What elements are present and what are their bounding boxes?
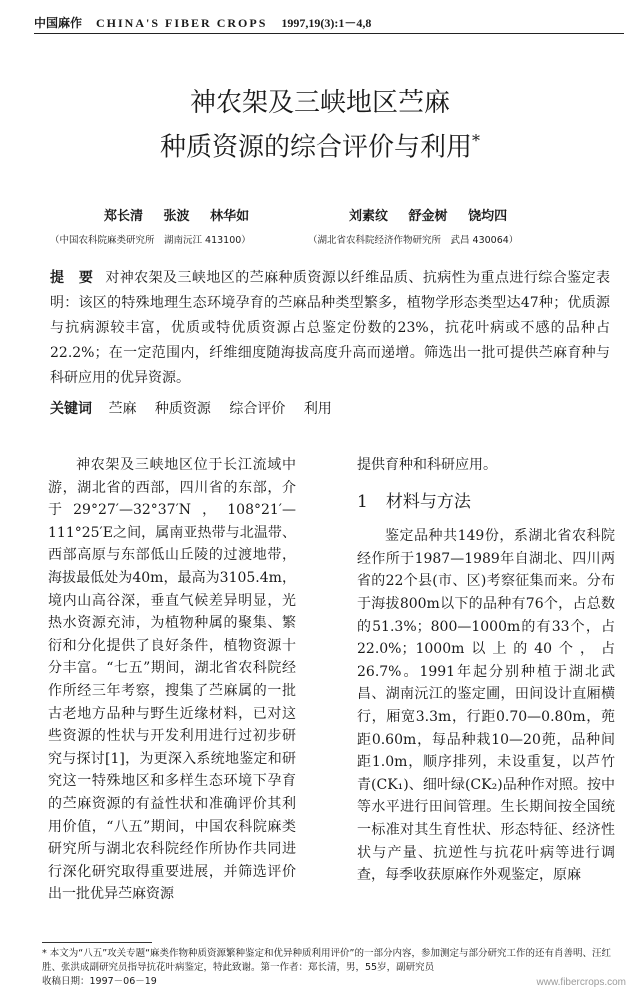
section-number: 1 [357,491,368,512]
title-footnote-marker: * [472,131,480,150]
author-name: 郑长清 [104,209,144,224]
body-column-right [357,454,615,887]
journal-name-en: CHINA'S FIBER CROPS [96,16,268,30]
affiliation-2: （湖北省农科院经济作物研究所 武昌 430064） [308,235,519,246]
keywords [50,397,610,422]
affiliation-1: （中国农科院麻类研究所 湖南沅江 413100） [50,235,251,246]
author-name: 张波 [163,209,190,224]
watermark: www.fibercrops.com [536,977,626,988]
abstract [50,266,610,391]
author-group-2 [349,205,523,224]
journal-citation: 1997,19(3):1－4,8 [281,16,372,30]
keyword: 种质资源 [154,401,211,417]
author-name: 饶均四 [468,209,508,224]
keyword: 综合评价 [229,401,286,417]
author-name: 林华如 [210,209,250,224]
abstract-label: 提 要 [50,270,94,286]
body-paragraph-continued: 提供育种和科研应用。 [357,457,497,473]
journal-name-cn: 中国麻作 [34,16,83,30]
author-name: 刘素纹 [349,209,389,224]
abstract-text: 对神农架及三峡地区的苎麻种质资源以纤维品质、抗病性为重点进行综合鉴定表明：该区的特殊地理生态环境孕育的苎麻品种类型繁多，植物学形态类型达47种；优质源与抗病源较丰富，优质或特优质资源占总鉴定份数的23%，抗花叶病或不感的品种占22.2%；在一定范围内，纤维细度随海拔高度升高而递增。筛选出一批可提供苎麻育种与科研应用的优异资源。 [50,270,611,386]
keyword: 利用 [303,401,332,417]
section-title: 材料与方法 [385,491,471,512]
body-paragraph: 鉴定品种共149份，系湖北省农科院经作所于1987—1989年自湖北、四川两省的22个县(市、区)考察征集而来。分布于海拔800m以下的品种有76个，占总数的51.3%；800—1000m的有33个，占22.0%；1000m以上的40个，占26.7%。1991年起分别种植于湖北武昌、湖南沅江的鉴定圃，田间设计直厢横行，厢宽3.3m，行距0.70—0.80m，蔸距0.60m，每品种栽10—20蔸，品种间距1.0m，顺序排列，未设重复，以芦竹青(CK₁)、细叶绿(CK₂)品种作对照。按中等水平进行田间管理。生长期间按全国统一标准对其生育性状、形态特征、经济性状与产量、抗逆性与抗花叶病等进行调查，每季收获原麻作外观鉴定，原麻 [357,528,615,884]
body-column-left: 神农架及三峡地区位于长江流域中游，湖北省的西部，四川省的东部，介于29°27′—32°37′N，108°21′—111°25′E之间，属南亚热带与北温带、西部高原与东部低山丘陵的过渡地带，海拔最低处为40m，最高为3105.4m，境内山高谷深，垂直气候差异明显，光热水资源充沛，为植物种属的聚集、繁衍和分化提供了良好条件，植物资源十分丰富。“七五”期间，湖北省农科院经作所经三年考察，搜集了苎麻属的一批古老地方品种与野生近缘材料，已对这些资源的性状与开发利用进行过初步研究与探讨[1]，为更深入系统地鉴定和研究这一特殊地区和多样生态环境下孕育的苎麻资源的有益性状和准确评价其利用价值，“八五”期间，中国农科院麻类研究所与湖北农科院经作所协作共同进行深化研究取得重要进展，并筛选评价出一批优异苎麻资源 [48,457,296,903]
title-line-1: 神农架及三峡地区苎麻 [189,88,450,118]
journal-header [34,10,624,34]
keyword: 苎麻 [108,401,137,417]
title-line-2: 种质资源的综合评价与利用 [159,132,472,163]
footnote-rule [42,942,152,943]
footnote-text: * 本文为“八五”攻关专题“麻类作物种质资源繁种鉴定和优异种质利用评价”的一部分内容，参加测定与部分研究工作的还有肖善明、汪红胜、张洪成副研究员指导抗花叶病鉴定，特此致谢。第一作者：郑长清，男，55岁，副研究员 [42,948,611,973]
keywords-label: 关键词 [50,401,92,417]
received-date: 收稿日期：1997－06－19 [42,976,157,987]
paper-title [0,84,640,167]
author-name: 舒金树 [408,209,448,224]
author-group-1 [104,205,265,224]
section-heading [357,491,615,514]
